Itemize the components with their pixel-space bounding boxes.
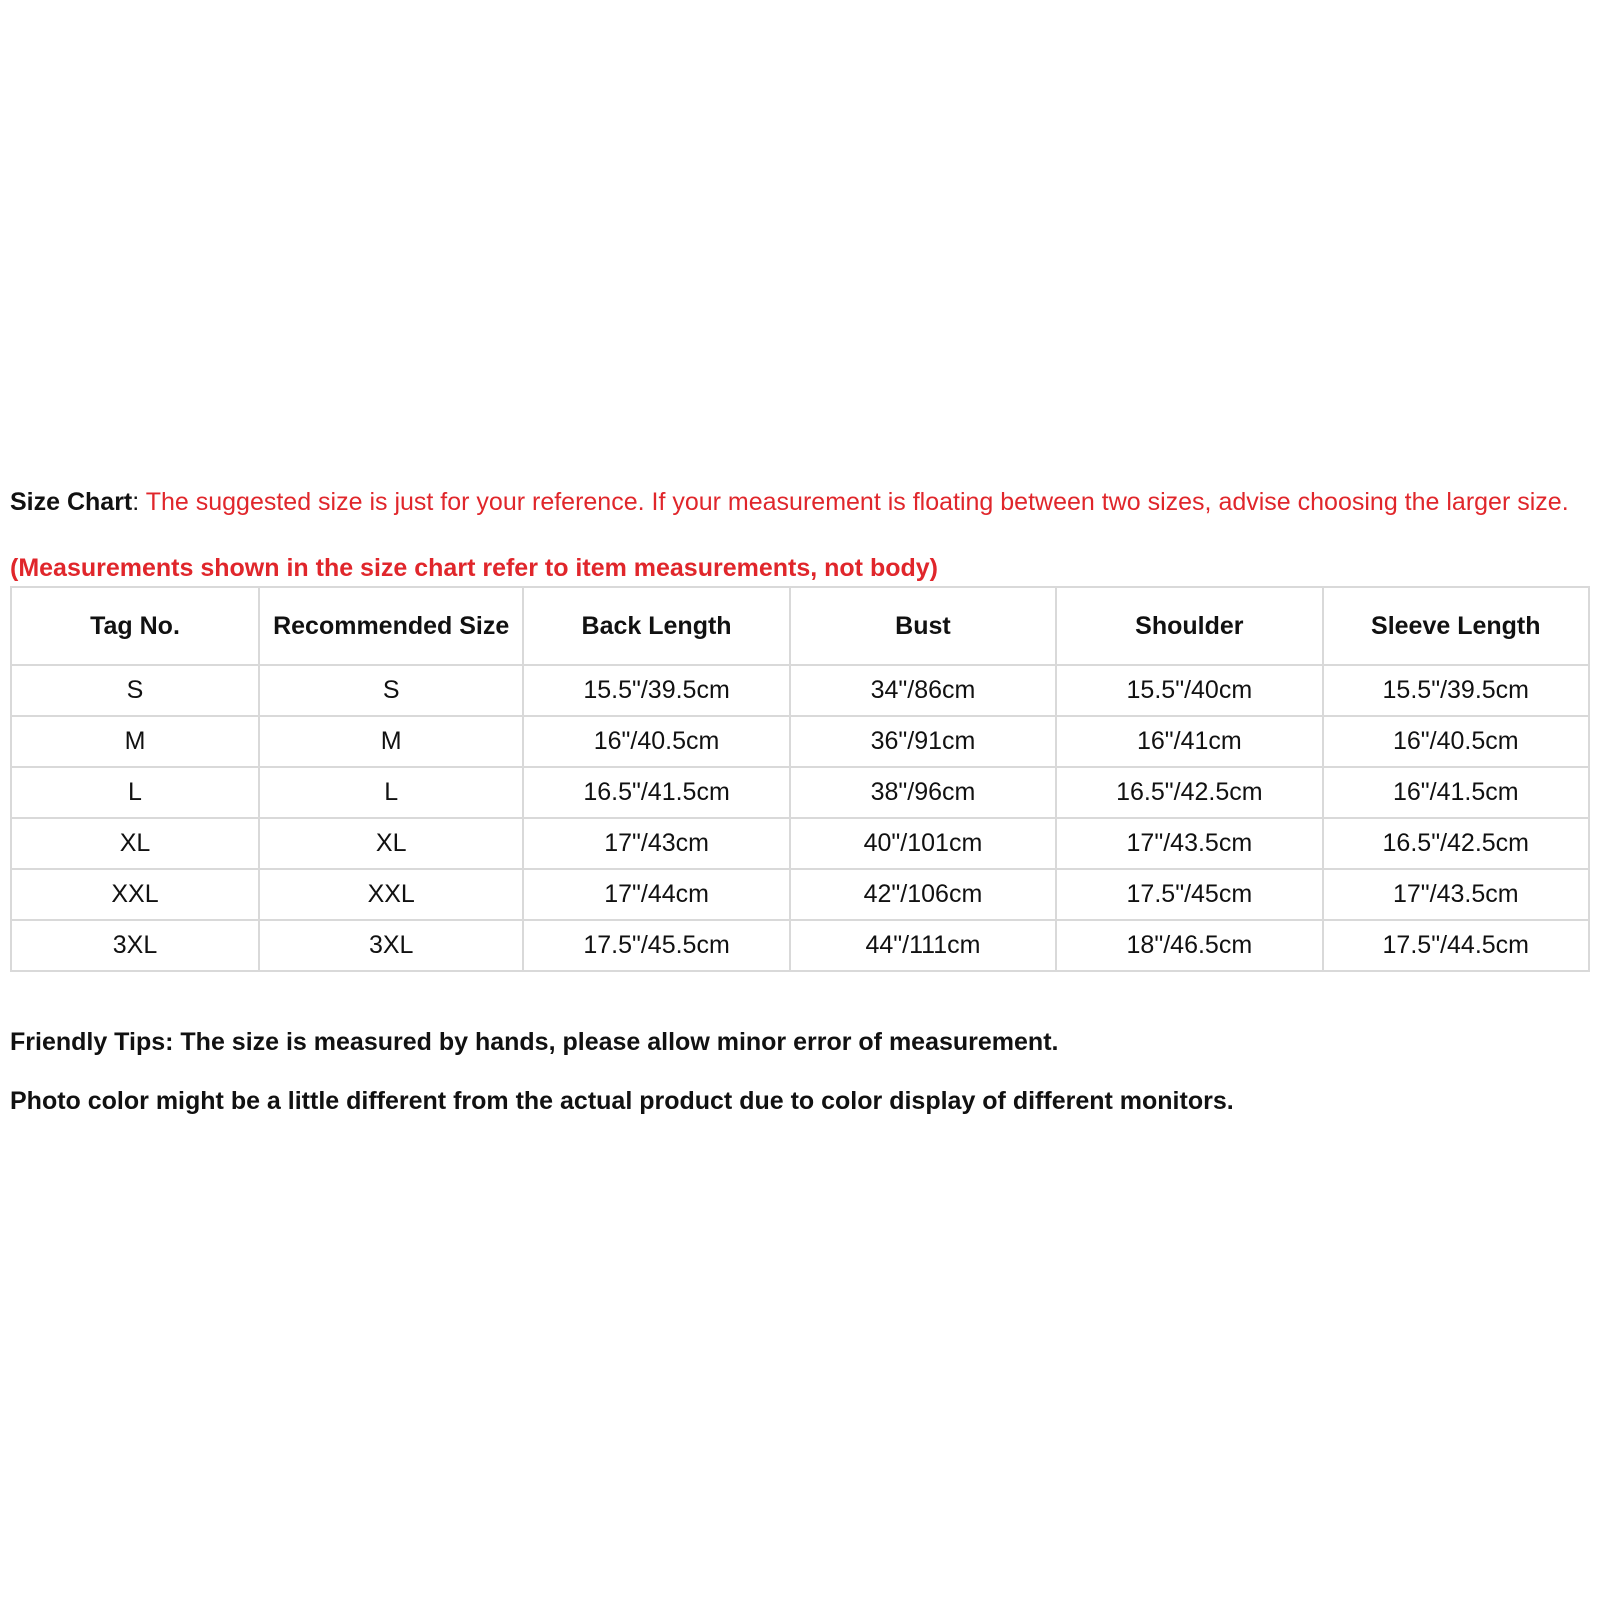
measurement-note: (Measurements shown in the size chart refer to item measurements, not body) bbox=[10, 554, 938, 582]
cell-tag-no: L bbox=[11, 767, 259, 818]
cell-bust: 34"/86cm bbox=[790, 665, 1056, 716]
cell-recommended-size: L bbox=[259, 767, 523, 818]
cell-bust: 40"/101cm bbox=[790, 818, 1056, 869]
size-chart-intro bbox=[10, 486, 1590, 518]
cell-bust: 42"/106cm bbox=[790, 869, 1056, 920]
cell-tag-no: XL bbox=[11, 818, 259, 869]
cell-sleeve-length: 15.5"/39.5cm bbox=[1323, 665, 1589, 716]
photo-color-note: Photo color might be a little different from the actual product due to color display of different monitors. bbox=[10, 1087, 1234, 1115]
cell-back-length: 15.5"/39.5cm bbox=[523, 665, 789, 716]
cell-tag-no: 3XL bbox=[11, 920, 259, 971]
cell-recommended-size: 3XL bbox=[259, 920, 523, 971]
cell-back-length: 16"/40.5cm bbox=[523, 716, 789, 767]
cell-back-length: 17.5"/45.5cm bbox=[523, 920, 789, 971]
cell-shoulder: 16.5"/42.5cm bbox=[1056, 767, 1322, 818]
cell-shoulder: 17.5"/45cm bbox=[1056, 869, 1322, 920]
cell-bust: 36"/91cm bbox=[790, 716, 1056, 767]
cell-shoulder: 16"/41cm bbox=[1056, 716, 1322, 767]
table-row bbox=[11, 920, 1589, 971]
cell-back-length: 16.5"/41.5cm bbox=[523, 767, 789, 818]
header-back-length: Back Length bbox=[523, 587, 789, 665]
size-table bbox=[10, 586, 1590, 972]
size-chart-label: Size Chart bbox=[10, 488, 133, 516]
cell-bust: 38"/96cm bbox=[790, 767, 1056, 818]
cell-back-length: 17"/43cm bbox=[523, 818, 789, 869]
size-chart-advice: The suggested size is just for your reference. If your measurement is floating between two sizes, advise choosing the larger size. bbox=[139, 488, 1569, 516]
cell-shoulder: 18"/46.5cm bbox=[1056, 920, 1322, 971]
cell-sleeve-length: 17"/43.5cm bbox=[1323, 869, 1589, 920]
cell-sleeve-length: 17.5"/44.5cm bbox=[1323, 920, 1589, 971]
table-row bbox=[11, 665, 1589, 716]
cell-sleeve-length: 16.5"/42.5cm bbox=[1323, 818, 1589, 869]
table-header-row bbox=[11, 587, 1589, 665]
cell-recommended-size: S bbox=[259, 665, 523, 716]
cell-shoulder: 17"/43.5cm bbox=[1056, 818, 1322, 869]
cell-recommended-size: XXL bbox=[259, 869, 523, 920]
friendly-tips: Friendly Tips: The size is measured by hands, please allow minor error of measurement. bbox=[10, 1028, 1059, 1056]
size-chart-separator: : bbox=[132, 488, 140, 516]
table-row bbox=[11, 869, 1589, 920]
table-row bbox=[11, 767, 1589, 818]
cell-back-length: 17"/44cm bbox=[523, 869, 789, 920]
cell-tag-no: M bbox=[11, 716, 259, 767]
header-bust: Bust bbox=[790, 587, 1056, 665]
header-shoulder: Shoulder bbox=[1056, 587, 1322, 665]
header-tag-no: Tag No. bbox=[11, 587, 259, 665]
cell-sleeve-length: 16"/40.5cm bbox=[1323, 716, 1589, 767]
cell-recommended-size: XL bbox=[259, 818, 523, 869]
table-row bbox=[11, 716, 1589, 767]
header-recommended-size: Recommended Size bbox=[259, 587, 523, 665]
cell-recommended-size: M bbox=[259, 716, 523, 767]
header-sleeve-length: Sleeve Length bbox=[1323, 587, 1589, 665]
cell-tag-no: XXL bbox=[11, 869, 259, 920]
cell-tag-no: S bbox=[11, 665, 259, 716]
cell-shoulder: 15.5"/40cm bbox=[1056, 665, 1322, 716]
cell-bust: 44"/111cm bbox=[790, 920, 1056, 971]
table-row bbox=[11, 818, 1589, 869]
cell-sleeve-length: 16"/41.5cm bbox=[1323, 767, 1589, 818]
